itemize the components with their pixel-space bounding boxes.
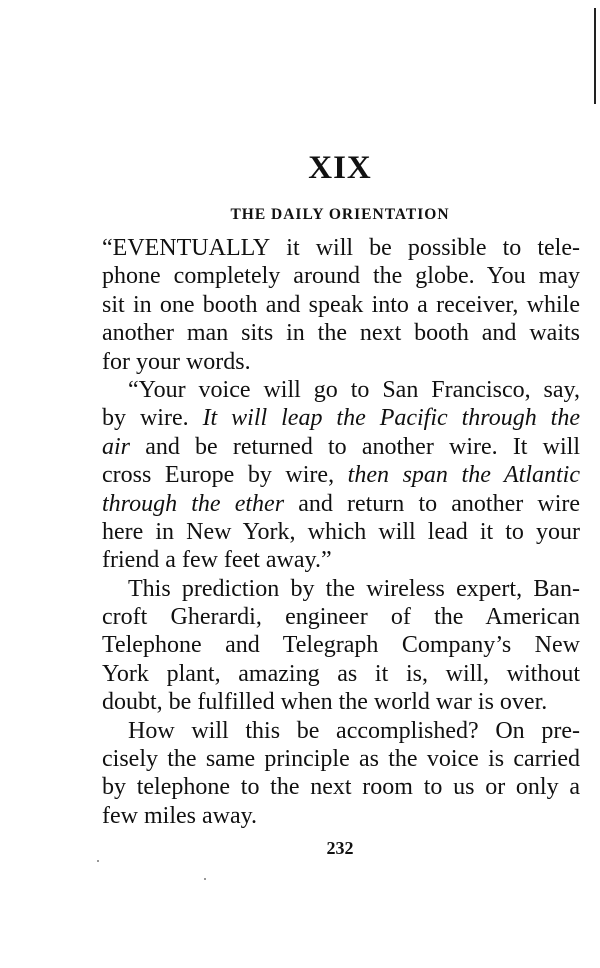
text-line bbox=[102, 291, 580, 319]
text-segment: “E bbox=[102, 235, 128, 261]
text-segment: it will be possible to tele- bbox=[270, 235, 580, 261]
text-segment: few miles away. bbox=[102, 802, 258, 829]
text-line bbox=[102, 490, 580, 518]
text-segment: sit in one booth and speak into a receiver, while bbox=[102, 291, 580, 318]
text-segment: This prediction by the wireless expert, Ban- bbox=[128, 575, 580, 602]
text-segment: Telephone and Telegraph Company’s New bbox=[102, 632, 580, 659]
text-line bbox=[102, 773, 580, 801]
text-segment: here in New York, which will lead it to your bbox=[102, 518, 580, 545]
page-number: 232 bbox=[326, 838, 354, 858]
text-segment: York plant, amazing as it is, will, without bbox=[102, 660, 580, 687]
text-segment: by wire. bbox=[102, 405, 203, 432]
text-line bbox=[102, 433, 580, 461]
scan-speck bbox=[204, 878, 206, 880]
text-line bbox=[102, 717, 580, 745]
text-segment: air bbox=[102, 433, 131, 460]
text-line bbox=[102, 234, 580, 262]
chapter-number: XIX bbox=[308, 150, 372, 186]
text-segment: It will leap the Pacific through the bbox=[202, 405, 580, 432]
text-line bbox=[102, 688, 580, 716]
text-line bbox=[102, 348, 580, 376]
text-segment: “Your voice will go to San Francisco, say, bbox=[128, 376, 580, 403]
chapter-body-text bbox=[102, 234, 580, 830]
text-segment: another man sits in the next booth and waits bbox=[102, 320, 580, 347]
text-line bbox=[102, 319, 580, 347]
text-line bbox=[102, 404, 580, 432]
text-segment: croft Gherardi, engineer of the American bbox=[102, 604, 580, 631]
text-segment: and return to another wire bbox=[284, 490, 580, 517]
text-segment: cross Europe by wire, bbox=[102, 462, 348, 489]
text-segment: friend a few feet away.” bbox=[102, 547, 332, 574]
scan-edge-mark bbox=[594, 8, 596, 104]
text-line bbox=[102, 461, 580, 489]
text-line bbox=[102, 518, 580, 546]
text-segment: How will this be accomplished? On pre- bbox=[128, 717, 580, 744]
text-line bbox=[102, 575, 580, 603]
text-line bbox=[102, 802, 580, 830]
text-segment: and be returned to another wire. It will bbox=[130, 433, 580, 460]
text-segment: cisely the same principle as the voice is carried bbox=[102, 746, 580, 773]
text-line bbox=[102, 660, 580, 688]
scan-speck bbox=[97, 860, 99, 862]
text-line bbox=[102, 745, 580, 773]
text-segment: doubt, be fulfilled when the world war is over. bbox=[102, 689, 548, 716]
text-line bbox=[102, 546, 580, 574]
text-segment: VENTUALLY bbox=[127, 235, 271, 261]
text-segment: then span the Atlantic bbox=[347, 462, 580, 489]
text-line bbox=[102, 631, 580, 659]
text-segment: phone completely around the globe. You may bbox=[102, 263, 580, 290]
text-line bbox=[102, 376, 580, 404]
text-segment: through the ether bbox=[102, 490, 285, 517]
chapter-title: THE DAILY ORIENTATION bbox=[230, 206, 450, 223]
text-line bbox=[102, 262, 580, 290]
text-segment: for your words. bbox=[102, 348, 251, 375]
text-segment: by telephone to the next room to us or only a bbox=[102, 774, 580, 801]
text-line bbox=[102, 603, 580, 631]
